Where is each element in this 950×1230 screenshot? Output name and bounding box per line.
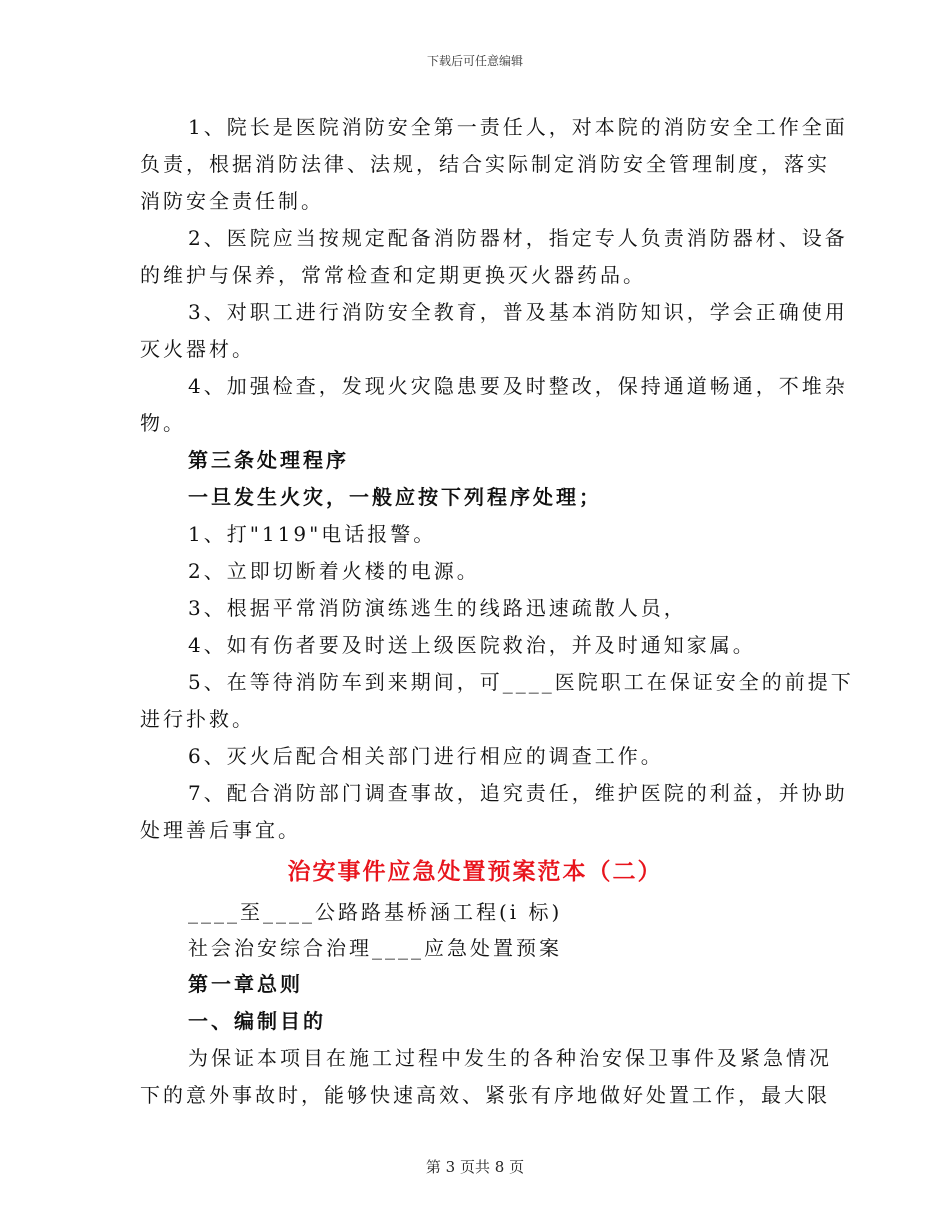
paragraph-line: 物。 bbox=[140, 411, 186, 435]
chapter-heading: 第一章总则 bbox=[188, 972, 303, 996]
subtitle-line: 社会治安综合治理____应急处置预案 bbox=[188, 936, 562, 960]
list-item: 7、配合消防部门调查事故，追究责任，维护医院的利益，并协助 bbox=[188, 781, 848, 805]
paragraph-line: 下的意外事故时，能够快速高效、紧张有序地做好处置工作，最大限 bbox=[140, 1083, 830, 1107]
subsection-heading: 一、编制目的 bbox=[188, 1009, 326, 1033]
list-item: 6、灭火后配合相关部门进行相应的调查工作。 bbox=[188, 744, 664, 768]
paragraph-line: 的维护与保养，常常检查和定期更换灭火器药品。 bbox=[140, 263, 646, 287]
paragraph-line: 4、加强检查，发现火灾隐患要及时整改，保持通道畅通，不堆杂 bbox=[188, 374, 848, 398]
list-item: 2、立即切断着火楼的电源。 bbox=[188, 559, 480, 583]
paragraph-line: 1、院长是医院消防安全第一责任人，对本院的消防安全工作全面 bbox=[188, 115, 848, 139]
paragraph-line: 灭火器材。 bbox=[140, 337, 255, 361]
paragraph-line: 2、医院应当按规定配备消防器材，指定专人负责消防器材、设备 bbox=[188, 226, 848, 250]
paragraph-line: 为保证本项目在施工过程中发生的各种治安保卫事件及紧急情况 bbox=[188, 1046, 832, 1070]
list-item: 1、打"119"电话报警。 bbox=[188, 522, 437, 546]
section-title: 治安事件应急处置预案范本（二） bbox=[287, 858, 663, 885]
subtitle-line: ____至____公路路基桥涵工程(i 标) bbox=[188, 900, 563, 924]
paragraph-line: 负责，根据消防法律、法规，结合实际制定消防安全管理制度，落实 bbox=[140, 152, 830, 176]
page-footer: 第 3 页共 8 页 bbox=[425, 1158, 525, 1176]
list-item: 3、根据平常消防演练逃生的线路迅速疏散人员， bbox=[188, 596, 687, 620]
list-item: 4、如有伤者要及时送上级医院救治，并及时通知家属。 bbox=[188, 633, 756, 657]
bold-instruction: 一旦发生火灾，一般应按下列程序处理； bbox=[188, 485, 602, 509]
section-heading: 第三条处理程序 bbox=[188, 448, 349, 472]
paragraph-line: 3、对职工进行消防安全教育，普及基本消防知识，学会正确使用 bbox=[188, 300, 848, 324]
paragraph-line: 进行扑救。 bbox=[140, 707, 255, 731]
list-item: 5、在等待消防车到来期间，可____医院职工在保证安全的前提下 bbox=[188, 670, 854, 694]
paragraph-line: 消防安全责任制。 bbox=[140, 189, 324, 213]
paragraph-line: 处理善后事宜。 bbox=[140, 818, 301, 842]
page-header: 下载后可任意编辑 bbox=[426, 54, 523, 68]
